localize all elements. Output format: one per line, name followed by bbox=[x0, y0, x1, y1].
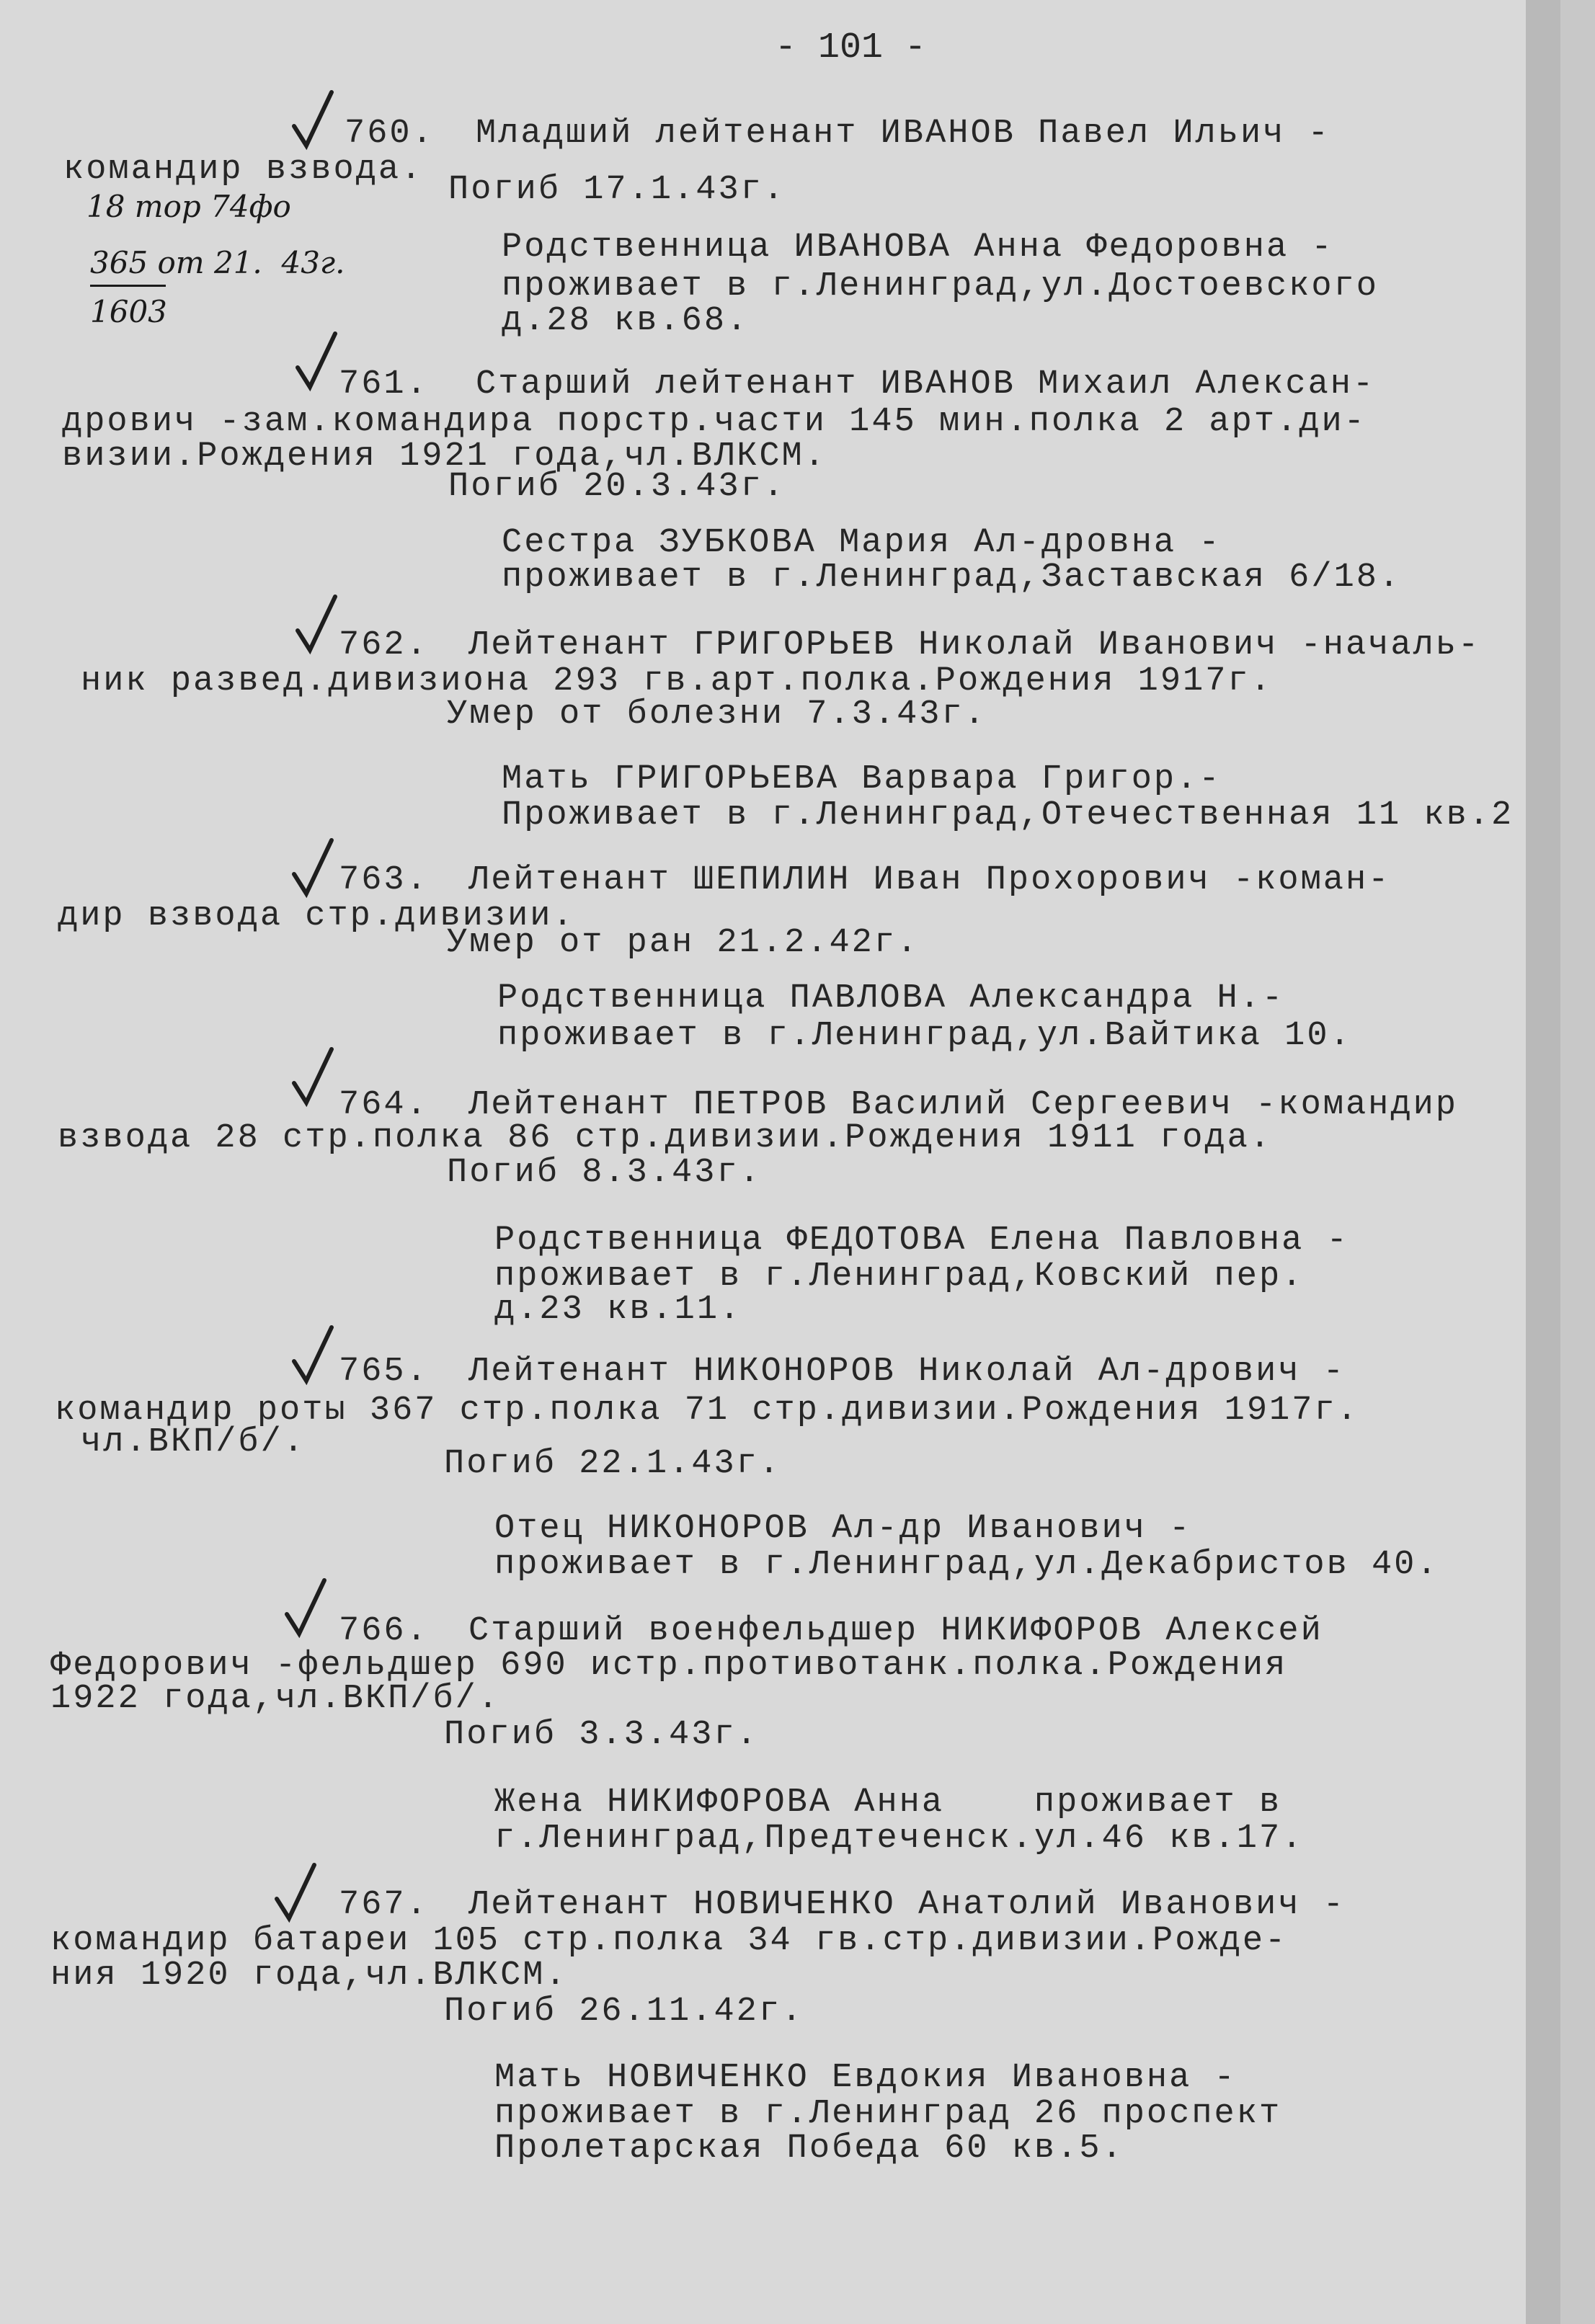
entry-765-relative2: проживает в г.Ленинград,ул.Декабристов 40. bbox=[494, 1546, 1439, 1584]
checkmark-icon bbox=[288, 1043, 346, 1108]
entry-763-line1: Лейтенант ШЕПИЛИН Иван Прохорович -коман- bbox=[468, 861, 1391, 899]
entry-766-relative1: Жена НИКИФОРОВА Анна проживает в bbox=[494, 1784, 1282, 1822]
entry-765-line1: Лейтенант НИКОНОРОВ Николай Ал-дрович - bbox=[468, 1353, 1346, 1391]
checkmark-icon bbox=[288, 86, 346, 151]
entry-762-line1: Лейтенант ГРИГОРЬЕВ Николай Иванович -началь- bbox=[468, 626, 1481, 664]
entry-767-line1: Лейтенант НОВИЧЕНКО Анатолий Иванович - bbox=[468, 1886, 1346, 1924]
entry-762-death: Умер от болезни 7.3.43г. bbox=[447, 695, 987, 734]
margin-note-line1: 18 тор 74фо bbox=[86, 189, 291, 224]
entry-761-relative1: Сестра ЗУБКОВА Мария Ал-дровна - bbox=[502, 524, 1222, 562]
entry-764-relative2: проживает в г.Ленинград,Ковский пер. bbox=[494, 1257, 1305, 1296]
entry-762-line2: ник развед.дивизиона 293 гв.арт.полка.Рождения 1917г. bbox=[81, 662, 1273, 700]
entry-766-line3: 1922 года,чл.ВКП/б/. bbox=[50, 1680, 501, 1718]
entry-764-relative3: д.23 кв.11. bbox=[494, 1291, 742, 1329]
entry-765-number: 765. bbox=[339, 1353, 429, 1391]
entry-767-relative3: Пролетарская Победа 60 кв.5. bbox=[494, 2129, 1124, 2168]
checkmark-icon bbox=[288, 1322, 346, 1386]
entry-765-relative1: Отец НИКОНОРОВ Ал-др Иванович - bbox=[494, 1510, 1192, 1548]
entry-761-line2: дрович -зам.командира порстр.части 145 мин.полка 2 арт.ди- bbox=[62, 403, 1367, 441]
entry-765-line2: командир роты 367 стр.полка 71 стр.дивизии.Рождения 1917г. bbox=[55, 1392, 1359, 1430]
entry-764-number: 764. bbox=[339, 1086, 429, 1124]
entry-764-line1: Лейтенант ПЕТРОВ Василий Сергеевич -командир bbox=[468, 1086, 1459, 1124]
entry-761-relative2: проживает в г.Ленинград,Заставская 6/18. bbox=[502, 558, 1402, 597]
entry-760-line1: Младший лейтенант ИВАНОВ Павел Ильич - bbox=[476, 115, 1330, 153]
entry-760-number: 760. bbox=[345, 115, 435, 153]
page-edge-shadow bbox=[1526, 0, 1560, 2324]
entry-767-line2: командир батареи 105 стр.полка 34 гв.стр.дивизии.Рожде- bbox=[50, 1922, 1288, 1960]
entry-767-number: 767. bbox=[339, 1886, 429, 1924]
entry-760-death: Погиб 17.1.43г. bbox=[448, 171, 786, 209]
entry-765-death: Погиб 22.1.43г. bbox=[444, 1445, 782, 1483]
entry-761-number: 761. bbox=[339, 365, 429, 404]
entry-761-line3: визии.Рождения 1921 года,чл.ВЛКСМ. bbox=[62, 437, 827, 476]
entry-763-number: 763. bbox=[339, 861, 429, 899]
entry-766-relative2: г.Ленинград,Предтеченск.ул.46 кв.17. bbox=[494, 1820, 1305, 1858]
margin-note-fraction-rule bbox=[90, 285, 166, 287]
checkmark-icon bbox=[281, 1575, 339, 1639]
entry-764-line2: взвода 28 стр.полка 86 стр.дивизии.Рождения 1911 года. bbox=[58, 1119, 1273, 1157]
checkmark-icon bbox=[288, 834, 346, 899]
entry-760-relative3: д.28 кв.68. bbox=[502, 302, 750, 340]
entry-767-line3: ния 1920 года,чл.ВЛКСМ. bbox=[50, 1956, 568, 1995]
entry-763-relative1: Родственница ПАВЛОВА Александра Н.- bbox=[497, 979, 1285, 1018]
entry-765-line3: чл.ВКП/б/. bbox=[81, 1423, 306, 1461]
page-number: - 101 - bbox=[775, 27, 927, 68]
entry-766-line2: Федорович -фельдшер 690 истр.противотанк.полка.Рождения bbox=[50, 1647, 1288, 1685]
entry-767-death: Погиб 26.11.42г. bbox=[444, 1993, 804, 2031]
entry-766-line1: Старший военфельдшер НИКИФОРОВ Алексей bbox=[468, 1612, 1323, 1650]
margin-note-line2: 365 от 21. 43г. bbox=[90, 245, 345, 280]
entry-763-line2: дир взвода стр.дивизии. bbox=[58, 897, 575, 935]
entry-766-number: 766. bbox=[339, 1612, 429, 1650]
entry-766-death: Погиб 3.3.43г. bbox=[444, 1716, 759, 1754]
margin-note-line3: 1603 bbox=[90, 294, 167, 329]
entry-764-death: Погиб 8.3.43г. bbox=[447, 1154, 762, 1192]
entry-760-line2: командир взвода. bbox=[63, 151, 424, 189]
entry-762-relative1: Мать ГРИГОРЬЕВА Варвара Григор.- bbox=[502, 760, 1222, 798]
entry-762-number: 762. bbox=[339, 626, 429, 664]
entry-760-relative1: Родственница ИВАНОВА Анна Федоровна - bbox=[502, 228, 1334, 267]
checkmark-icon bbox=[271, 1859, 329, 1924]
entry-767-relative1: Мать НОВИЧЕНКО Евдокия Ивановна - bbox=[494, 2059, 1237, 2097]
entry-764-relative1: Родственница ФЕДОТОВА Елена Павловна - bbox=[494, 1221, 1349, 1260]
entry-761-death: Погиб 20.3.43г. bbox=[448, 468, 786, 506]
entry-760-relative2: проживает в г.Ленинград,ул.Достоевского bbox=[502, 267, 1379, 306]
entry-763-death: Умер от ран 21.2.42г. bbox=[447, 924, 920, 962]
entry-767-relative2: проживает в г.Ленинград 26 проспект bbox=[494, 2095, 1282, 2133]
entry-763-relative2: проживает в г.Ленинград,ул.Вайтика 10. bbox=[497, 1017, 1352, 1055]
entry-762-relative2: Проживает в г.Ленинград,Отечественная 11 кв.2 bbox=[502, 796, 1514, 834]
entry-761-line1: Старший лейтенант ИВАНОВ Михаил Алексан- bbox=[476, 365, 1376, 404]
